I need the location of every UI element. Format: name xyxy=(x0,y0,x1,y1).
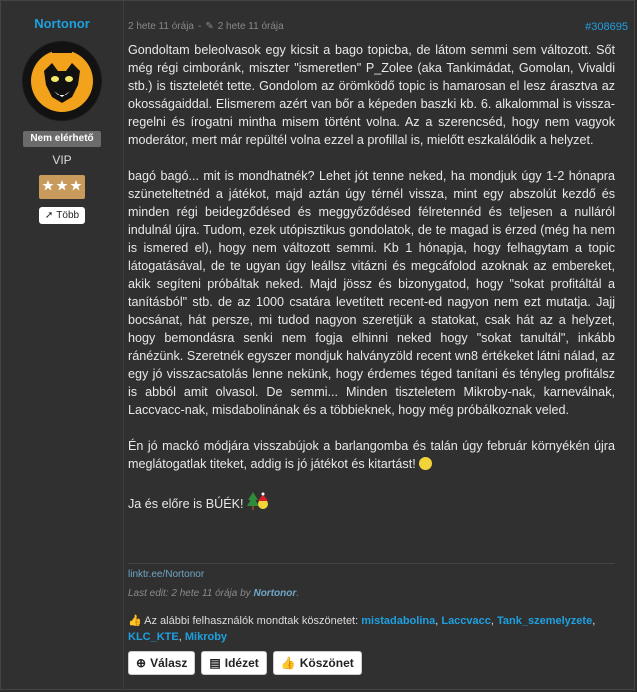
post-time: 2 hete 11 órája xyxy=(128,21,194,32)
last-edit-user-link[interactable]: Nortonor xyxy=(253,588,297,599)
thanks-list: 👍 Az alábbi felhasználók mondtak köszönetet: mistadabolina, Laccvacc, Tank_szemelyzete, KLC_KTE, Mikroby xyxy=(128,615,596,643)
thanks-user-link[interactable]: Mikroby xyxy=(184,631,228,643)
thanks-user-link[interactable]: Tank_szemelyzete xyxy=(497,615,593,627)
post-number-link[interactable]: #308695 xyxy=(585,21,628,33)
christmas-tree-icon xyxy=(247,491,269,511)
plus-circle-icon: ⊕ xyxy=(136,656,147,670)
user-rank: VIP xyxy=(52,153,72,167)
document-icon: ▤ xyxy=(209,656,221,670)
avatar[interactable] xyxy=(22,41,102,121)
post-paragraph-1: Gondoltam beleolvasok egy kicsit a bago topicba, de látom semmi sem változott. Sőt még régi cimboránk, miszter "ismeretlen" P_Zolee (aka Tankimádat, Gomolan, Vivaldi stb.) is tiszteletét tette. Gondolom az örömködő topic is hamarosan el lesz árasztva az okosságaiddal. Elismerem azért van bőr a képeden baszki kb. 6. alkalommal is vissza-regelni és írogatni mintha misem történt volna. Az a szerencséd, hogy nem vagyok moderátor, mert már repültél volna ezzel a profillal is, mielőtt eszkalálódik a helyzet. xyxy=(128,43,615,147)
thanks-prefix: Az alábbi felhasználók mondtak köszönetet: xyxy=(144,615,359,627)
thumbs-up-icon: 👍 xyxy=(280,656,296,670)
thumbs-up-icon: 👍 xyxy=(128,615,142,627)
send-icon: ➚ xyxy=(44,210,54,221)
more-button[interactable] xyxy=(39,207,85,224)
post-paragraph-4: Ja és előre is BÚÉK! xyxy=(128,497,244,511)
post-text xyxy=(128,41,615,531)
signature-divider xyxy=(128,563,615,564)
status-badge: Nem elérhető xyxy=(23,131,101,147)
post-meta: 2 hete 11 órája - ✎ 2 hete 11 órája xyxy=(128,21,284,32)
post-actions xyxy=(128,651,362,675)
panther-icon xyxy=(22,41,102,121)
thanks-user-link[interactable]: Laccvacc xyxy=(441,615,491,627)
post-edit-time: 2 hete 11 órája xyxy=(217,21,284,32)
post-paragraph-2: bagó bagó... mit is mondhatnék? Lehet jót tenne neked, ha mondjuk úgy 1-2 hónapra szüneteltetnéd a játékot, majd aztán úgy térnél vissza, mint egy abszolút kezdő és minden régi beidegződésed és meggyőződésed félretennéd és teljesen a nulláról indulnál újra. Tudom, ezek utópisztikus gondolatok, de te magad is érzed (még ha nem is ismered el), hogy nem változott semmi. Kb 1 hónapja, hogy felhagytam a topic látogatásával, de te ugyan úgy leállsz vitázni és megcáfolod azoknak az embereket, akik segíteni próbáltak neked. Majd jössz és bizonygatod, hogy "sokat profitáltál a tanításból" stb. de az 1000 csatára levetített recent-ed nagyon nem ezt mutatja. Jajj bocsánat, hát persze, mi tudod nagyon szeretjük a statokat, csak hát az a helyzet, hogy bemondásra senki nem fogja elhinni neked hogy "sokat tanultál", inkább ránézünk. Szeretnék egyszer mondjuk halványzöld recent wn8 értékeket látni nálad, az egy jó visszacsatolás lenne nekünk, hogy érdemes téged tanítani és tényleg profitálsz is abból amit olvasol. De semmi... Minden tiszteletem Mikroby-nak, karneválnak, Laccvacc-nak, misdabolinának és a többieknek, hogy még próbálkoznak veled. xyxy=(128,169,615,417)
username-link[interactable]: Nortonor xyxy=(34,16,90,31)
more-button-label: Több xyxy=(56,210,80,221)
thanks-user-link[interactable]: mistadabolina xyxy=(361,615,436,627)
last-edit-info: Last edit: 2 hete 11 órája by Nortonor. xyxy=(128,588,300,599)
edit-icon: ✎ xyxy=(205,21,214,32)
smiley-icon xyxy=(419,457,432,470)
rank-stars-icon xyxy=(39,175,85,199)
quote-button[interactable]: ▤ Idézet xyxy=(201,651,266,675)
thanks-button[interactable]: 👍 Köszönet xyxy=(273,651,362,675)
user-sidebar xyxy=(1,1,124,689)
signature-link[interactable]: linktr.ee/Nortonor xyxy=(128,569,205,580)
reply-button[interactable]: ⊕ Válasz xyxy=(128,651,195,675)
thanks-user-link[interactable]: KLC_KTE xyxy=(128,631,179,643)
post-paragraph-3: Én jó mackó módjára visszabújok a barlangomba és talán úgy február környékén újra meglátogatlak titeket, addig is jó játékot és kitartást! xyxy=(128,439,615,471)
